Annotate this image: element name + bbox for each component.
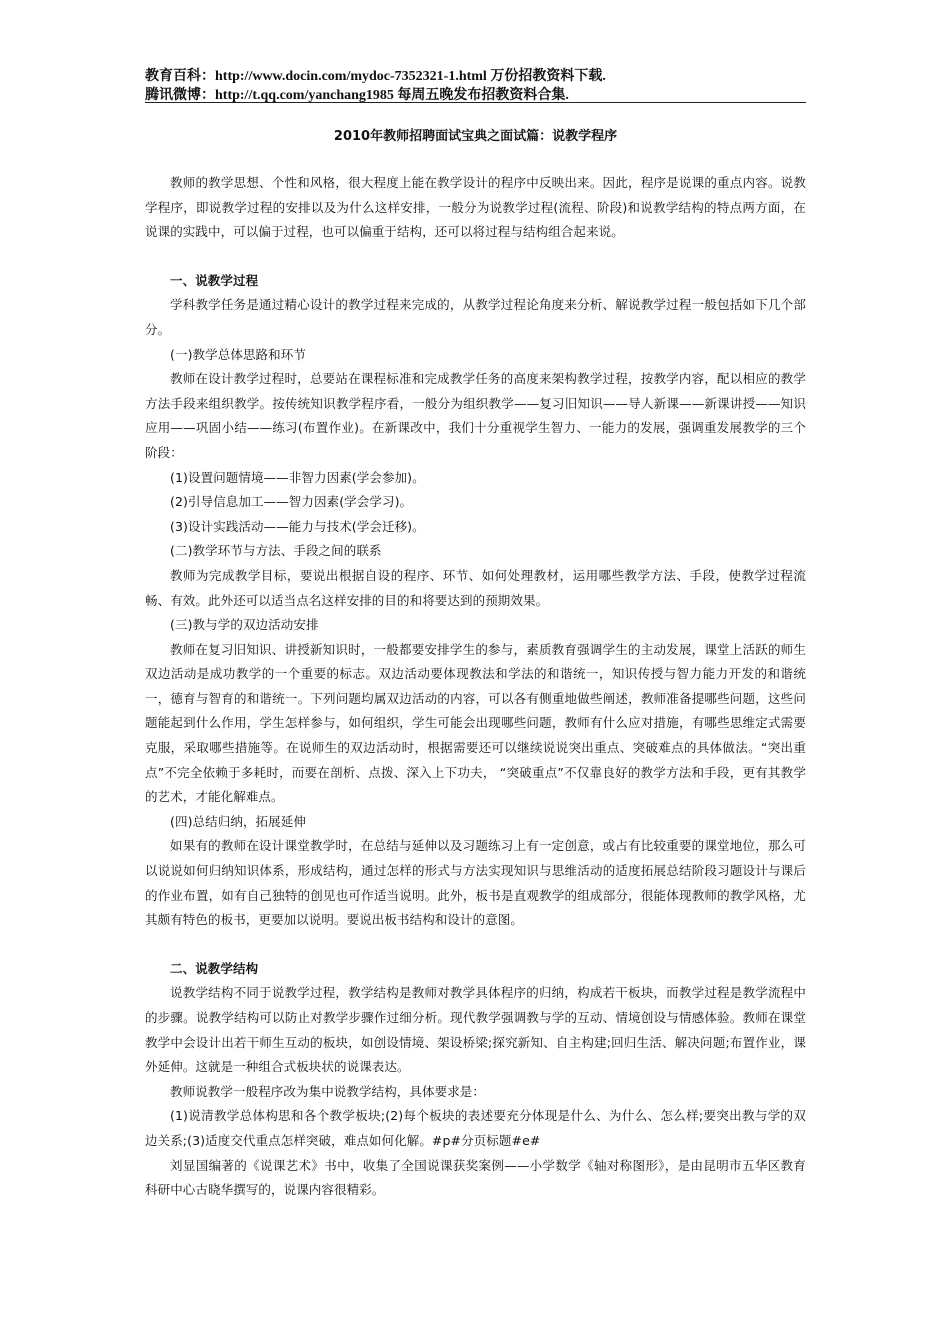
header-divider — [145, 102, 806, 103]
page-header — [145, 67, 805, 105]
subheading: (四)总结归纳，拓展延伸 — [170, 813, 306, 829]
subheading: (一)教学总体思路和环节 — [170, 346, 306, 362]
header-link-docin[interactable]: 教育百科：http://www.docin.com/mydoc-7352321-1.html 万份招教资料下载. — [145, 69, 606, 84]
paragraph: 刘显国编著的《说课艺术》书中，收集了全国说课获奖案例——小学数学《轴对称图形》，是由昆明市五华区教育科研中心古晓华撰写的，说课内容很精彩。 — [145, 1157, 806, 1198]
paragraph: 如果有的教师在设计课堂教学时，在总结与延伸以及习题练习上有一定创意，或占有比较重要的课堂地位，那么可以说说如何归纳知识体系，形成结构，通过怎样的形式与方法实现知识与思维活动的适度拓展总结阶段习题设计与课后的作业布置，如有自己独特的创见也可作适当说明。此外，板书是直观教学的组成部分，很能体现教师的教学风格，尤其颇有特色的板书，更要加以说明。要说出板书结构和设计的意图。 — [145, 838, 806, 928]
intro-paragraph: 教师的教学思想、个性和风格，很大程度上能在教学设计的程序中反映出来。因此，程序是说课的重点内容。说教学程序，即说教学过程的安排以及为什么这样安排，一般分为说教学过程(流程、阶段)和说教学结构的特点两方面，在说课的实践中，可以偏于过程，也可以偏重于结构，还可以将过程与结构组合起来说。 — [145, 175, 806, 240]
paragraph: 学科教学任务是通过精心设计的教学过程来完成的，从教学过程论角度来分析、解说教学过程一般包括如下几个部分。 — [145, 297, 806, 337]
header-link-weibo[interactable]: 腾讯微博：http://t.qq.com/yanchang1985 每周五晚发布招教资料合集. — [145, 88, 569, 103]
section-spacer — [145, 933, 806, 957]
list-item: (1)设置问题情境——非智力因素(学会参加)。 — [170, 469, 425, 485]
subheading: (二)教学环节与方法、手段之间的联系 — [170, 543, 382, 559]
paragraph: 教师为完成教学目标，要说出根据自设的程序、环节、如何处理教材，运用哪些教学方法、手段，使教学过程流畅、有效。此外还可以适当点名这样安排的目的和将要达到的预期效果。 — [145, 567, 806, 608]
section-heading-structure: 二、说教学结构 — [170, 960, 259, 976]
paragraph: 教师在复习旧知识、讲授新知识时，一般都要安排学生的参与，素质教育强调学生的主动发展，课堂上活跃的师生双边活动是成功教学的一个重要的标志。双边活动要体现教法和学法的和谐统一，知识传授与智力能力开发的和谐统一，德育与智育的和谐统一。下列问题均属双边活动的内容，可以各有侧重地做些阐述，教师准备提哪些问题，这些问题能起到什么作用，学生怎样参与，如何组织，学生可能会出现哪些问题，教师有什么应对措施，有哪些思维定式需要克服，采取哪些措施等。在说师生的双边活动时，根据需要还可以继续说说突出重点、突破难点的具体做法。“突出重点”不完全依赖于多耗时，而要在剖析、点拨、深入上下功夫， “突破重点”不仅靠良好的教学方法和手段，更有其教学的艺术，才能化解难点。 — [145, 641, 806, 805]
subheading: (三)教与学的双边活动安排 — [170, 617, 319, 633]
section-spacer — [145, 245, 806, 269]
paragraph: 说教学结构不同于说教学过程，教学结构是教师对教学具体程序的归纳，构成若干板块，而教学过程是教学流程中的步骤。说教学结构可以防止对教学步骤作过细分析。现代教学强调教与学的互动、情境创设与情感体验。教师在课堂教学中会设计出若干师生互动的板块，如创设情境、架设桥梁;探究新知、自主构建;回归生活、解决问题;布置作业，课外延伸。这就是一种组合式板块状的说课表达。 — [145, 985, 806, 1075]
paragraph: 教师说教学一般程序改为集中说教学结构，具体要求是： — [170, 1083, 486, 1099]
list-item: (3)设计实践活动——能力与技术(学会迁移)。 — [170, 518, 425, 534]
paragraph: 教师在设计教学过程时，总要站在课程标准和完成教学任务的高度来架构教学过程，按教学内容，配以相应的教学方法手段来组织教学。按传统知识教学程序看，一般分为组织教学——复习旧知识——导人新课——新课讲授——知识应用——巩固小结——练习(布置作业)。在新课改中，我们十分重视学生智力、一能力的发展，强调重发展教学的三个阶段： — [145, 371, 806, 460]
paragraph: (1)说清教学总体构思和各个教学板块;(2)每个板块的表述要充分体现是什么、为什么、怎么样;要突出教与学的双边关系;(3)适度交代重点怎样突破，难点如何化解。#p#分页标题#e# — [145, 1108, 806, 1148]
list-item: (2)引导信息加工——智力因素(学会学习)。 — [170, 494, 413, 510]
document-body — [145, 171, 806, 1203]
section-heading-process: 一、说教学过程 — [170, 272, 259, 288]
document-title: 2010年教师招聘面试宝典之面试篇：说教学程序 — [333, 129, 618, 144]
